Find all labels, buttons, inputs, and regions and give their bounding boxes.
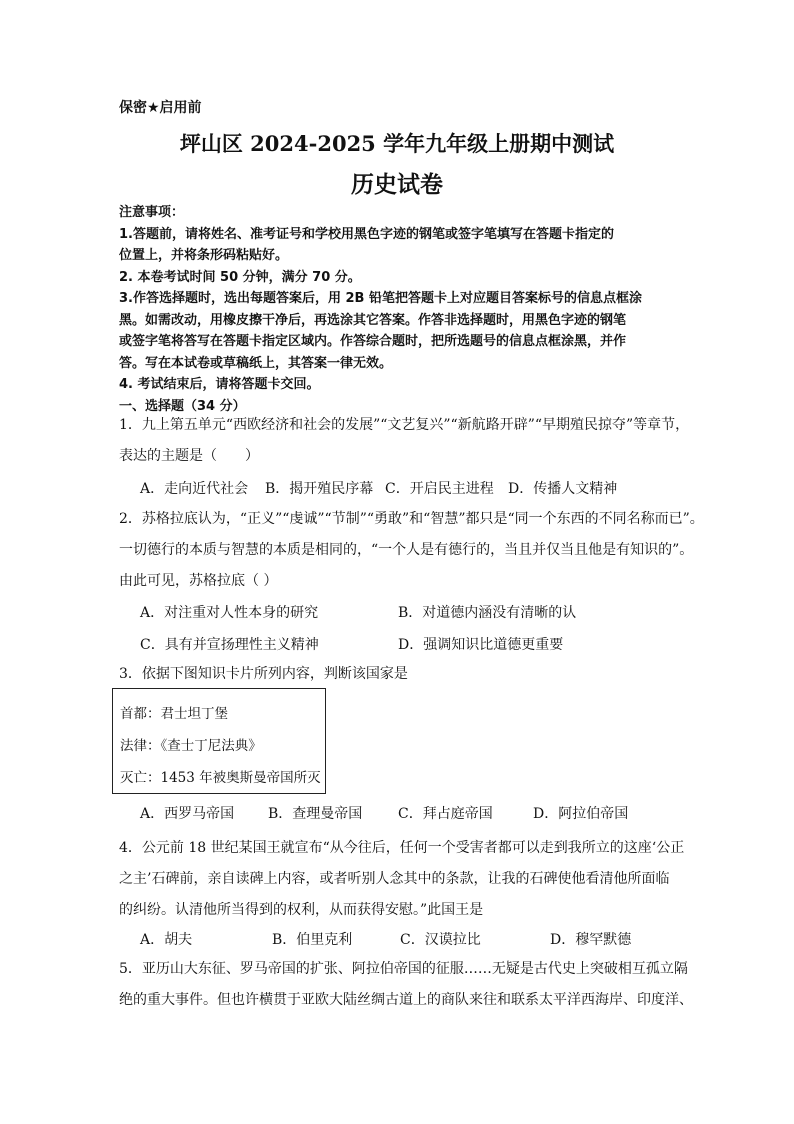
card-line: 灭亡：1453 年被奥斯曼帝国所灭 [120,770,321,786]
option-d: D．强调知识比道德更重要 [398,637,564,653]
option-a: A．对注重对人性本身的研究 [140,605,319,621]
notes-line: 1.答题前，请将姓名、准考证号和学校用黑色字迹的钢笔或签字笔填写在答题卡指定的 [119,226,614,242]
exam-subtitle: 历史试卷 [351,171,443,198]
exam-title: 坪山区 2024-2025 学年九年级上册期中测试 [179,131,615,156]
question-4 [119,833,684,926]
option-b: B．揭开殖民序幕 [265,481,374,497]
notes-line: 黑。如需改动，用橡皮擦干净后，再选涂其它答案。作答非选择题时，用黑色字迹的钢笔 [119,312,627,328]
option-b: B．查理曼帝国 [268,806,363,822]
question-1-line: 1．九上第五单元“西欧经济和社会的发展”“文艺复兴”“新航路开辟”“早期殖民掠夺”等章节， [119,417,690,433]
question-1-line: 表达的主题是（ ） [119,448,259,464]
option-c: C．拜占庭帝国 [398,806,493,822]
question-4-line: 之主’石碑前，亲自读碑上内容，或者听别人念其中的条款，让我的石碑使他看清他所面临 [119,871,670,887]
section-heading: 一、选择题（34 分） [119,398,246,414]
question-5-line: 绝的重大事件。但也许横贯于亚欧大陆丝绸古道上的商队来往和联系太平洋西海岸、印度洋、 [119,992,693,1008]
question-5 [119,954,693,1016]
question-2-line: 一切德行的本质与智慧的本质是相同的，“一个人是有德行的，当且并仅当且他是有知识的”。 [119,542,694,558]
question-3-line: 3．依据下图知识卡片所列内容，判断该国家是 [119,666,408,682]
secret-label: 保密★启用前 [119,100,202,116]
notes-line: 3.作答选择题时，选出每题答案后，用 2B 铅笔把答题卡上对应题目答案标号的信息点框涂 [119,291,642,306]
question-2-line: 2．苏格拉底认为，“正义”“虔诚”“节制”“勇敢”和“智慧”都只是“同一个东西的不同名称而已”。 [119,511,704,527]
option-c: C．汉谟拉比 [400,932,481,948]
question-2-line: 由此可见，苏格拉底（ ） [119,573,278,589]
option-d: D．传播人文精神 [508,481,618,497]
question-1 [119,410,689,472]
option-c: C．具有并宣扬理性主义精神 [140,637,319,653]
option-a: A．走向近代社会 [140,481,249,497]
notes-line: 或签字笔将答写在答题卡指定区域内。作答综合题时，把所选题号的信息点框涂黑，并作 [119,334,627,349]
card-line: 首都：君士坦丁堡 [120,706,228,722]
notes-line: 4. 考试结束后，请将答题卡交回。 [119,377,320,392]
question-4-line: 的纠纷。认清他所当得到的权利，从而获得安慰。”此国王是 [119,902,484,918]
notes-block [119,202,642,417]
notes-line: 位置上，并将条形码粘贴好。 [119,248,289,263]
question-5-line: 5．亚历山大东征、罗马帝国的扩张、阿拉伯帝国的征服……无疑是古代史上突破相互孤立隔 [119,961,688,977]
notes-line: 2. 本卷考试时间 50 分钟，满分 70 分。 [119,269,361,285]
question-3 [119,659,408,690]
option-d: D．阿拉伯帝国 [533,806,629,822]
option-a: A．西罗马帝国 [140,806,235,822]
question-2 [119,504,704,597]
knowledge-card [112,688,326,794]
option-d: D．穆罕默德 [550,932,632,948]
option-b: B．伯里克利 [272,932,353,948]
card-line: 法律：《查士丁尼法典》 [120,738,262,754]
notes-line: 答。写在本试卷或草稿纸上，其答案一律无效。 [119,355,393,371]
question-4-line: 4．公元前 18 世纪某国王就宣布“从今往后，任何一个受害者都可以走到我所立的这座‘公正 [119,840,685,856]
option-c: C．开启民主进程 [385,481,494,497]
notes-heading: 注意事项： [119,205,185,220]
option-b: B．对道德内涵没有清晰的认 [398,605,577,621]
option-a: A．胡夫 [140,932,193,948]
